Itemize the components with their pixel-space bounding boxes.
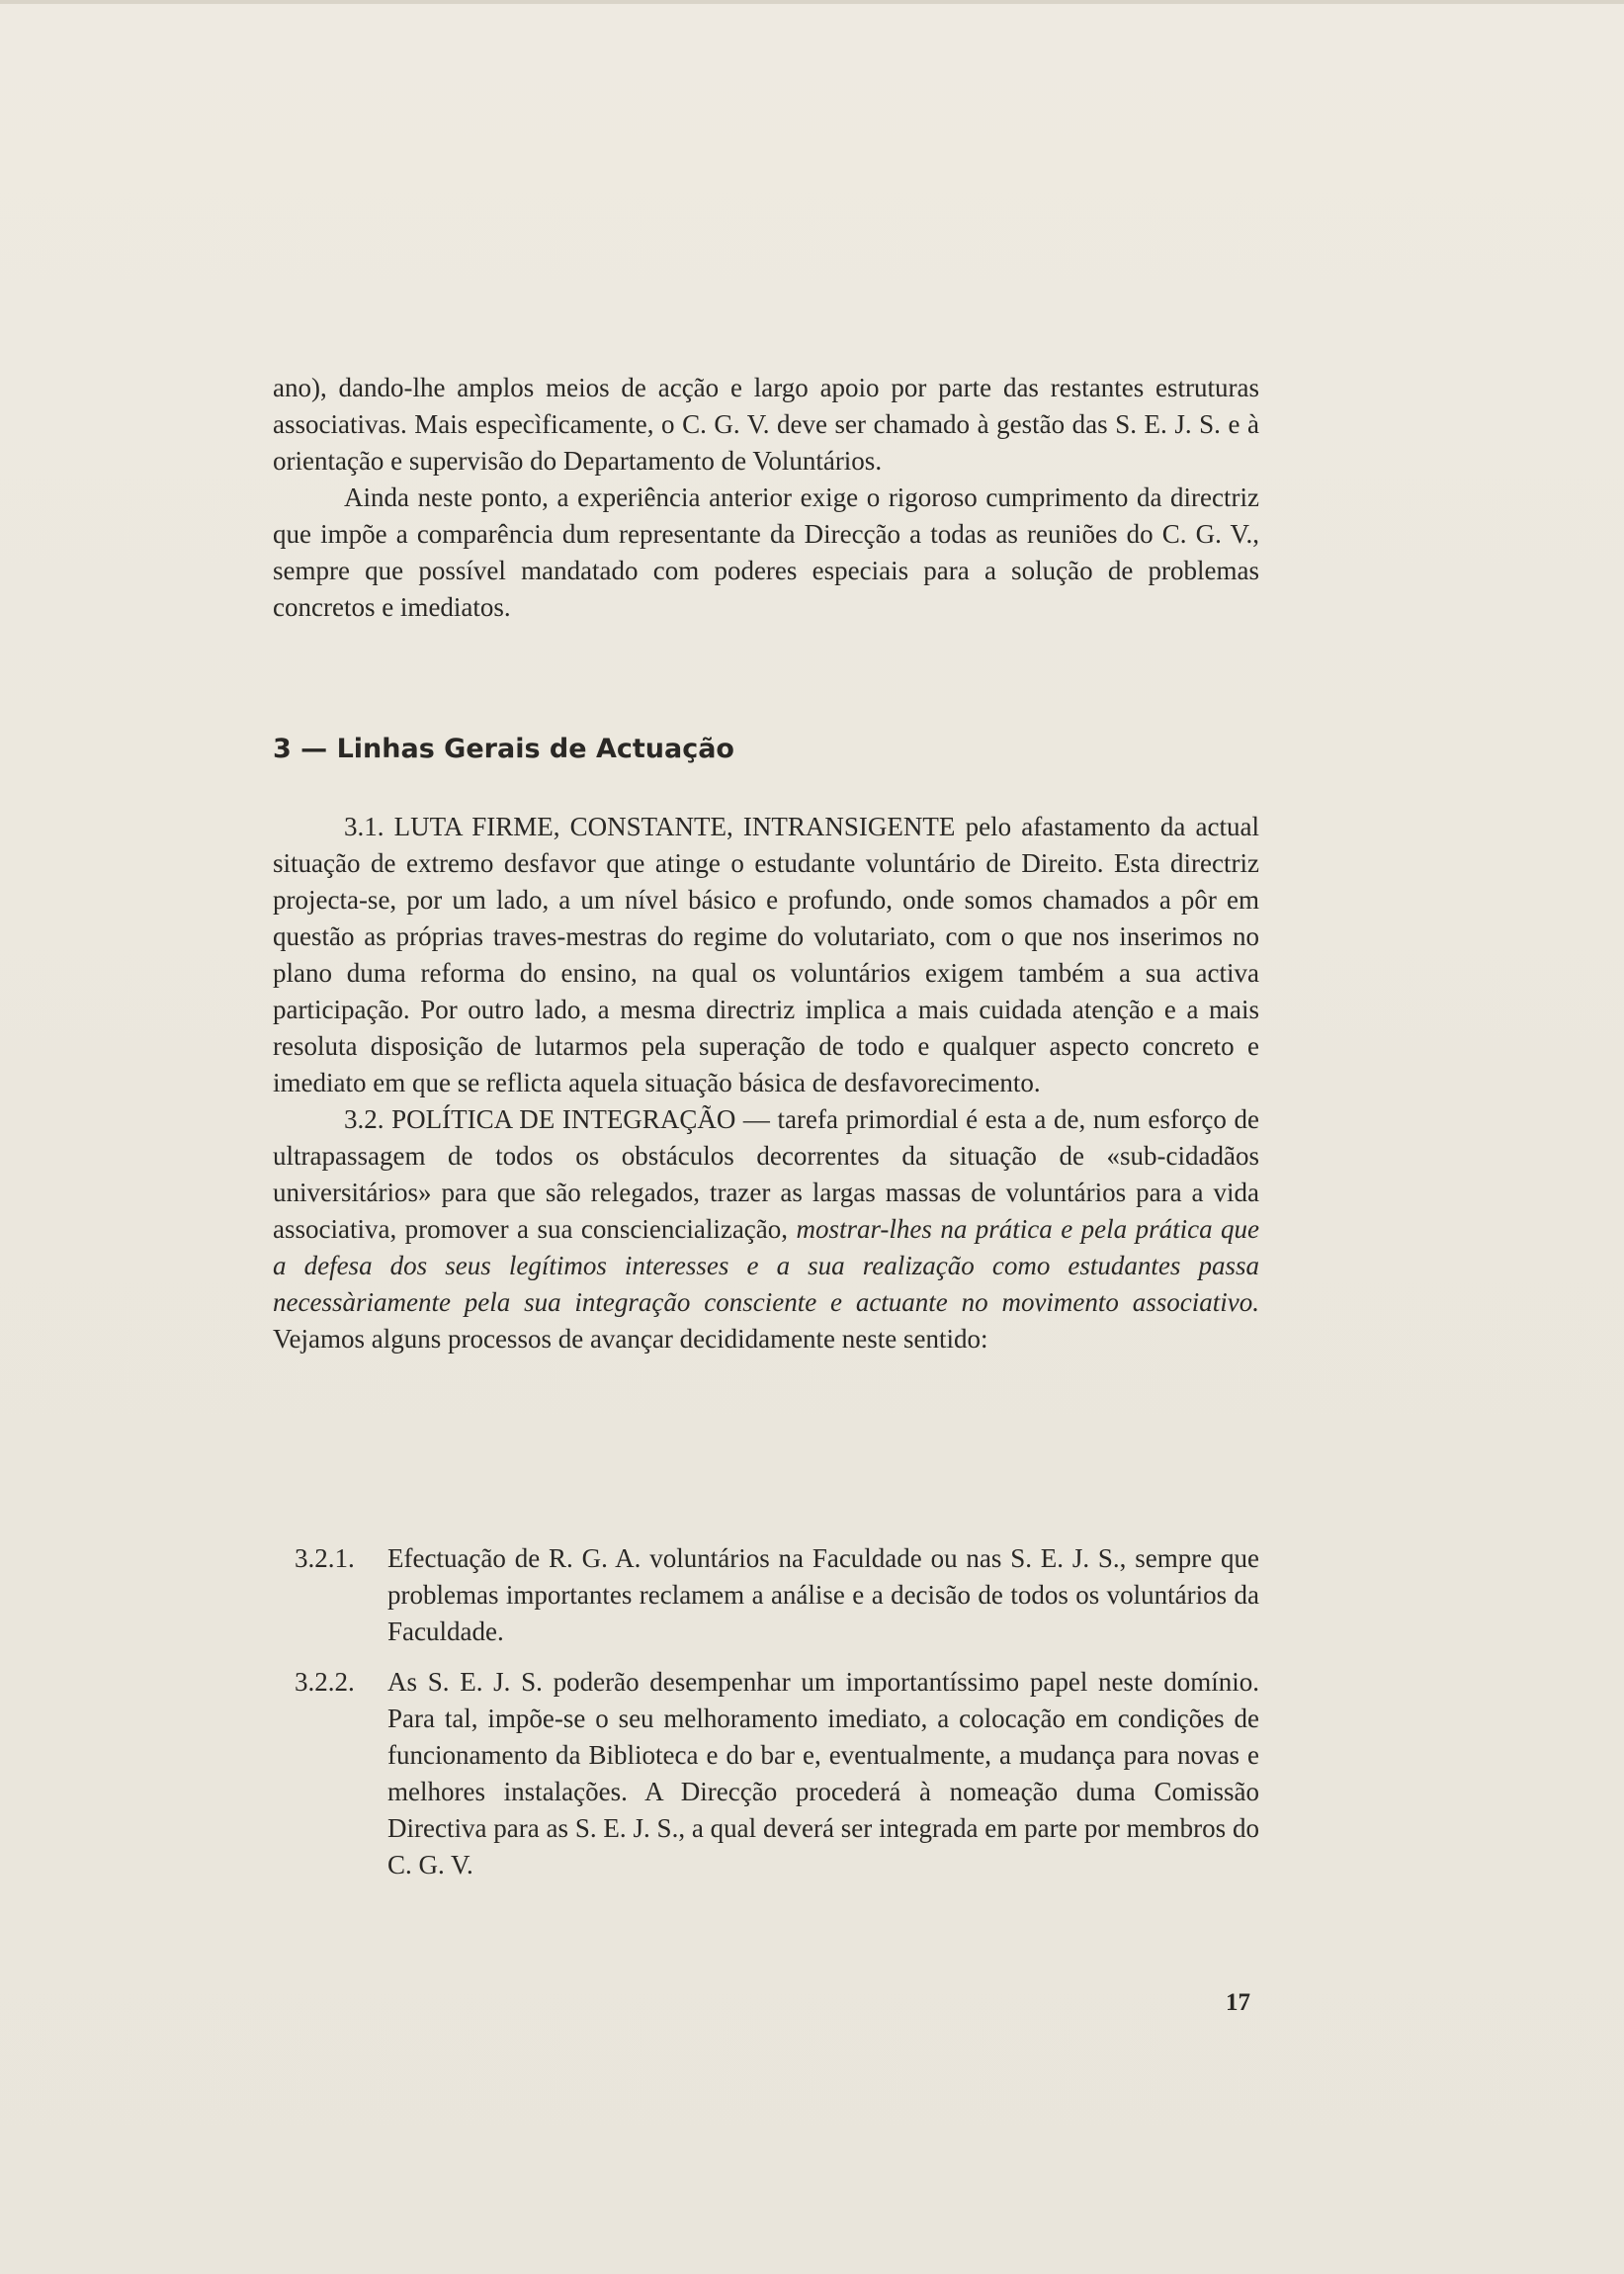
page-top-edge — [0, 0, 1624, 4]
list-item — [295, 1664, 1259, 1883]
paragraph-3-2-italic: mostrar-lhes na prática e pela prática que a defesa dos seus legítimos interesses e a sua realização como estudantes passa necessàriamente pela sua integração consciente e actuante no movimento associativo. — [273, 1214, 1259, 1317]
paragraph-continuation: ano), dando-lhe amplos meios de acção e largo apoio por parte das restantes estruturas associativas. Mais especìficamente, o C. G. V. deve ser chamado à gestão das S. E. J. S. e à orientação e supervisão do Departamento de Voluntários. — [273, 373, 1259, 476]
intro-text-block — [273, 370, 1259, 626]
paragraph-3-2-start: 3.2. POLÍTICA DE INTEGRAÇÃO — tarefa primordial é esta a de, num esforço de ultrapassagem de todos os obstáculos decorrentes da situação de «sub-cidadãos universitários» para que são relegados, trazer as largas massas de voluntários para a vida associativa, promover a sua consciencialização, — [273, 1104, 1259, 1244]
paragraph-3-2-end: Vejamos alguns processos de avançar decididamente neste sentido: — [273, 1324, 988, 1354]
list-item-number: 3.2.2. — [295, 1667, 355, 1697]
section-3-text-block — [273, 809, 1259, 1357]
list-item — [295, 1540, 1259, 1650]
list-item-text: As S. E. J. S. poderão desempenhar um importantíssimo papel neste domínio. Para tal, impõe-se o seu melhoramento imediato, a colocação em condições de funcionamento da Biblioteca e do bar e, eventualmente, a mudança para novas e melhores instalações. A Direcção procederá à nomeação duma Comissão Directiva para as S. E. J. S., a qual deverá ser integrada em parte por membros do C. G. V. — [387, 1667, 1259, 1880]
paragraph-3-2 — [273, 1101, 1259, 1357]
section-heading: 3 — Linhas Gerais de Actuação — [273, 734, 734, 764]
paragraph-3-1: 3.1. LUTA FIRME, CONSTANTE, INTRANSIGENTE pelo afastamento da actual situação de extremo desfavor que atinge o estudante voluntário de Direito. Esta directriz projecta-se, por um lado, a um nível básico e profundo, onde somos chamados a pôr em questão as próprias traves-mestras do regime do volutariato, com o que nos inserimos no plano duma reforma do ensino, na qual os voluntários exigem também a sua activa participação. Por outro lado, a mesma directriz implica a mais cuidada atenção e a mais resoluta disposição de lutarmos pela superação de todo e qualquer aspecto concreto e imediato em que se reflicta aquela situação básica de desfavorecimento. — [273, 812, 1259, 1097]
numbered-list — [295, 1540, 1259, 1897]
list-item-number: 3.2.1. — [295, 1543, 355, 1573]
list-item-text: Efectuação de R. G. A. voluntários na Faculdade ou nas S. E. J. S., sempre que problemas importantes reclamem a análise e a decisão de todos os voluntários da Faculdade. — [387, 1543, 1259, 1646]
paragraph-direction-representative: Ainda neste ponto, a experiência anterior exige o rigoroso cumprimento da directriz que impõe a comparência dum representante da Direcção a todas as reuniões do C. G. V., sempre que possível mandatado com poderes especiais para a solução de problemas concretos e imediatos. — [273, 482, 1259, 622]
page-number: 17 — [1226, 1989, 1250, 2016]
